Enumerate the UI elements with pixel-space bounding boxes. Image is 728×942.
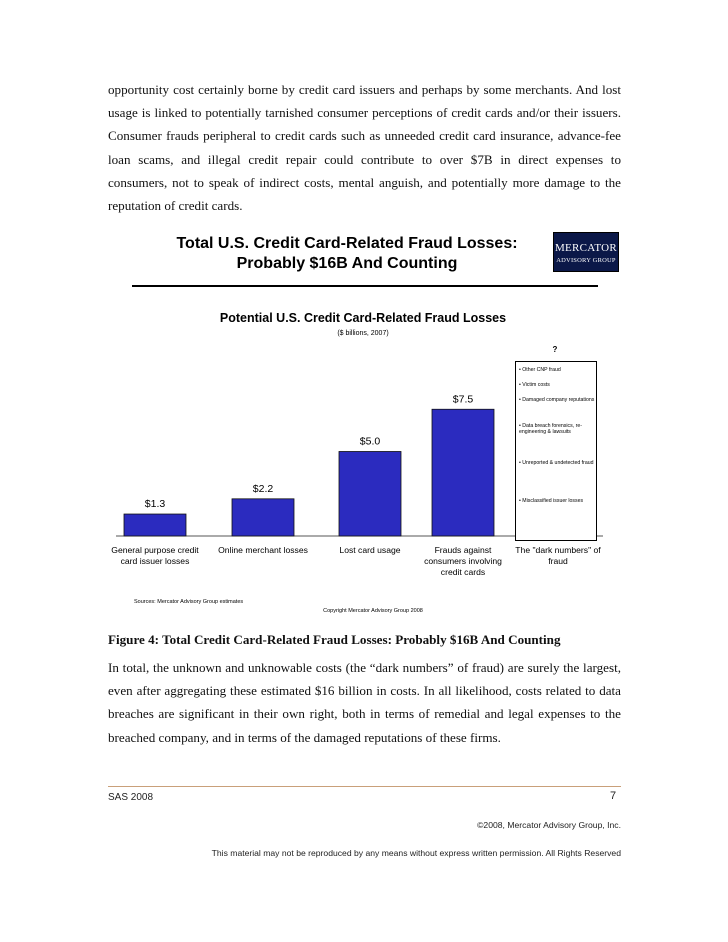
bar-0: [124, 514, 186, 536]
figure-4: [108, 225, 621, 620]
category-label-3: credit cards: [440, 567, 486, 577]
dark-number-item: • Damaged company reputations: [519, 397, 595, 403]
footer-copyright: ©2008, Mercator Advisory Group, Inc.: [477, 820, 621, 830]
dark-number-item: • Misclassified issuer losses: [519, 498, 584, 504]
category-label-4: fraud: [548, 556, 568, 566]
page-number: 7: [610, 790, 617, 802]
bar-1: [232, 499, 294, 536]
dark-numbers-question: ?: [552, 345, 558, 354]
logo-line-1: MERCATOR: [554, 242, 618, 254]
figure-caption: Figure 4: Total Credit Card-Related Fraud Losses: Probably $16B And Counting: [108, 632, 561, 647]
bar-value-label-2: $5.0: [359, 435, 381, 448]
chart-subtitle: ($ billions, 2007): [337, 330, 389, 337]
category-label-1: Online merchant losses: [218, 545, 308, 555]
bar-value-label-3: $7.5: [452, 393, 474, 406]
dark-number-item: • Other CNP fraud: [519, 367, 561, 373]
dark-numbers-box: [515, 361, 597, 541]
chart-title: Potential U.S. Credit Card-Related Fraud Losses: [219, 311, 507, 325]
chart-source: Sources: Mercator Advisory Group estimates: [134, 599, 244, 605]
footer-rights: This material may not be reproduced by any means without express written permission. All Rights Reserved: [211, 848, 621, 858]
category-label-2: Lost card usage: [339, 545, 401, 555]
category-label-0: card issuer losses: [120, 556, 190, 566]
bar-value-label-1: $2.2: [252, 482, 274, 495]
bar-2: [339, 452, 401, 537]
bar-3: [432, 409, 494, 536]
body-paragraph-2: In total, the unknown and unknowable costs (the “dark numbers” of fraud) are surely the largest, even after aggregating these estimated $16 billion in costs. In all likelihood, costs related to data breaches are significant in their own right, both in terms of remedial and legal expenses to the breached company, and in terms of the damaged reputations of these firms.: [108, 660, 621, 745]
category-label-3: consumers involving: [424, 556, 502, 566]
dark-number-item: • Unreported & undetected fraud: [519, 460, 594, 466]
category-label-3: Frauds against: [434, 545, 492, 555]
figure-title-line-2: Probably $16B And Counting: [236, 255, 458, 272]
category-label-0: General purpose credit: [111, 545, 199, 555]
body-paragraph-1: opportunity cost certainly borne by credit card issuers and perhaps by some merchants. And lost usage is linked to potentially tarnished consumer perceptions of credit cards and/or their issuers. Consumer frauds peripheral to credit cards such as unneeded credit card insurance, advance-fee loan scams, and illegal credit repair could contribute to over $7B in direct expenses to consumers, not to speak of indirect costs, mental anguish, and potentially more damage to the reputation of credit cards.: [108, 82, 621, 214]
chart-copyright: Copyright Mercator Advisory Group 2008: [323, 608, 423, 614]
dark-number-item: • Data breach forensics, re-engineering & lawsuits: [519, 423, 582, 436]
logo-line-2: ADVISORY GROUP: [556, 257, 616, 264]
dark-number-item: • Victim costs: [519, 382, 550, 388]
footer-rule: [108, 786, 621, 787]
figure-title-line-1: Total U.S. Credit Card-Related Fraud Losses:: [176, 235, 518, 252]
bar-value-label-0: $1.3: [144, 498, 166, 511]
category-label-4: The "dark numbers" of: [515, 545, 601, 555]
footer-report-name: SAS 2008: [108, 792, 154, 803]
